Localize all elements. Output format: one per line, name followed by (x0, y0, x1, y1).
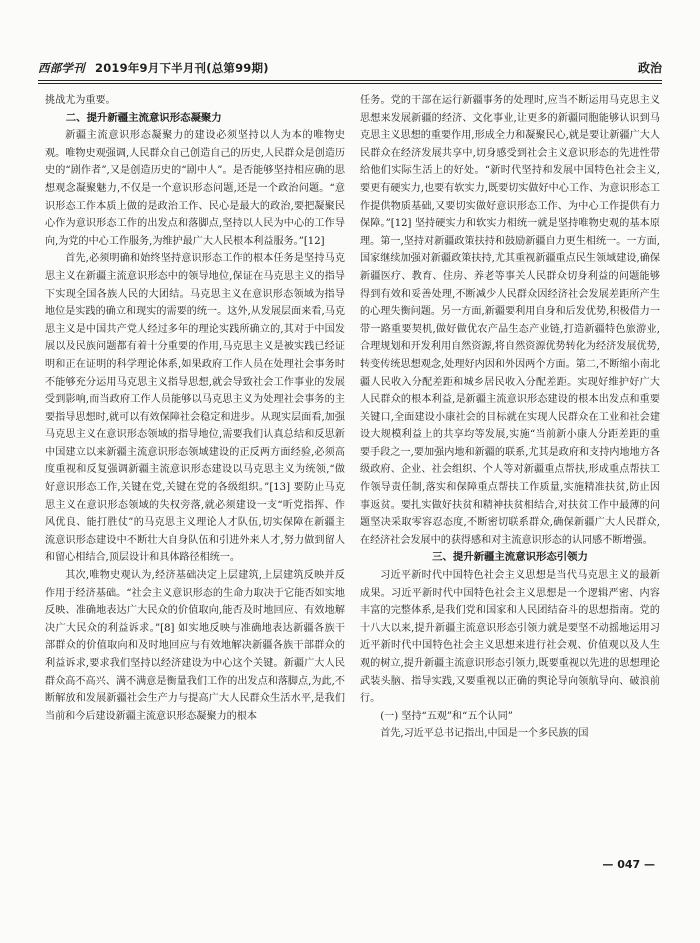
page-number: — 047 — (602, 858, 655, 871)
issue-info: 2019年9月下半月刊(总第99期) (95, 61, 269, 75)
journal-logo: 西部学刊 (38, 61, 85, 75)
header-rule (38, 80, 662, 81)
right-column (360, 92, 660, 892)
section-label: 政治 (637, 61, 662, 75)
left-column (45, 92, 345, 892)
paragraph: 新疆主流意识形态凝聚力的建设必须坚持以人为本的唯物史观。唯物史观强调,人民群众自己创造自己的历史,人民群众是创造历史的“剧作者”,又是创造历史的“剧中人”。是否能够坚持相应确的思想观念凝聚魅力,不仅是一个意识形态问题,还是一个政治问题。“意识形态工作本质上做的是政治工作、民心是最大的政治,要把凝聚民心作为意识形态工作的出发点和落脚点,坚持以人民为中心的工作导向,为党的中心工作服务,为维护最广大人民根本利益服务。”[12] (45, 130, 345, 247)
paragraph: 习近平新时代中国特色社会主义思想是当代马克思主义的最新成果。习近平新时代中国特色社会主义思想是一个逻辑严密、内容丰富的完整体系,是我们党和国家和人民团结奋斗的思想指南。党的十八大以来,提升新疆主流意识形态引领力就是要坚不动摇地运用习近平新时代中国特色社会主义思想来进行社会观、价值观以及人生观的树立,提升新疆主流意识形态引领力,既要重视以先进的思想理论武装头脑、指导实践,又要重视以正确的舆论导向领航导向、破浪前行。 (360, 570, 660, 705)
paragraph: 首先,习近平总书记指出,中国是一个多民族的国 (380, 728, 589, 740)
journal-masthead (38, 60, 269, 76)
paragraph: 挑战尤为重要。 (45, 95, 116, 106)
section-heading: 二、提升新疆主流意识形态凝聚力 (65, 111, 222, 124)
running-header (38, 58, 662, 76)
paragraph: 其次,唯物史观认为,经济基础决定上层建筑,上层建筑反映并反作用于经济基础。“社会主义意识形态的生命力取决于它能否如实地反映、准确地表达广大民众的价值取向,能否及时地回应、有效地解决广大民众的利益诉求。”[8] 如实地反映与准确地表达新疆各族干部群众的价值取向和及时地回应与有效地解决新疆各族干部群众的利益诉求,要求我们坚持以经济建设为中心这个关键。新疆广大人民群众高不高兴、满不满意是衡量我们工作的出发点和落脚点,为此,不断解放和发展新疆社会生产力与提高广大人民群众生活水平,是我们当前和今后建设新疆主流意识形态凝聚力的根本 (45, 570, 345, 722)
header-rule-thin (38, 83, 662, 84)
section-heading: 三、提升新疆主流意识形态引领力 (432, 551, 588, 564)
paragraph: 首先,必须明确和始终坚持意识形态工作的根本任务是坚持马克思主义在新疆主流意识形态中的领导地位,保证在马克思主义的指导下实现全国各族人民的大团结。马克思主义在意识形态领域为指导地位是实践的确立和现实的需要的统一。这外,从发展层面来看,马克思主义是中国共产党人经过多年的理论实践所确立的,其对于中国发展以及民族问题都有着十分重要的作用,马克思主义是被实践已经证明和正在证明的科学理论体系,如果政府工作人员在处理社会事务时不能够充分运用马克思主义指导思想,就会导致社会工作事业的发展受到影响,而当政府工作人员能够以马克思主义为处理社会事务的主要指导思想时,就可以有效保障社会稳定和进步。从现实层面看,加强马克思主义在意识形态领域的指导地位,需要我们认真总结和反思新中国建立以来新疆主流意识形态领域建设的正反两方面经验,必须高度重视和反复强调新疆主流意识形态建设以马克思主义为统领,“做好意识形态工作,关键在党,关键在党的各级组织。”[13] 要防止马克思主义在意识形态领域的失权旁落,就必须建设一支“听党指挥、作风优良、能打胜仗”的马克思主义理论人才队伍,切实保障在新疆主流意识形态建设中不断壮大自身队伍和引进外来人才,努力做到留人和留心相结合,顶层设计和具体路径相统一。 (45, 253, 345, 564)
paragraph: 任务。党的干部在运行新疆事务的处理时,应当不断运用马克思主义思想来发展新疆的经济、文化事业,让更多的新疆同胞能够认识到马克思主义思想的重要作用,形成全力和凝聚民心,就是要让新疆广大人民群众在经济发展共享中,切身感受到社会主义意识形态的先进性带给他们实际生活上的好处。“新时代坚持和发展中国特色社会主义,要更有硬实力,也要有软实力,既要切实做好中心工作、为意识形态工作提供物质基础,又要切实做好意识形态工作、为中心工作提供有力保障。”[12] 坚持硬实力和软实力相统一就是坚持唯物史观的基本原理。第一,坚持对新疆政策扶持和鼓励新疆自力更生相统一。一方面,国家继续加强对新疆政策扶持,尤其重视新疆重点民生领域建设,确保新疆医疗、教育、住房、养老等事关人民群众切身利益的问题能够得到有效和妥善处理,不断减少人民群众因经济社会发展差距所产生的心理失衡问题。另一方面,新疆要利用自身和后发优势,积极借力一带一路重要契机,做好做优农产品生态产业链,打造新疆特色旅游业,合理规划和开发利用自然资源,将自然资源优势转化为经济发展优势,转变传统思想观念,处理好内因和外因两个方面。第二,不断缩小南北疆人民收入分配差距和城乡居民收入分配差距。实现好维护好广大人民群众的根本利益,是新疆主流意识形态建设的根本出发点和重要关键口,全面建设小康社会的目标就在实现人民群众在工业和社会建设大规模利益上的共享均等发展,实施“当前新小康人分距差距的重要手段之一,要加强内地和新疆的联系,尤其是政府和支持内地地方各级政府、企业、社会组织、个人等对新疆重点帮扶,形成重点帮扶工作领导责任制,落实和保障重点帮扶工作质量,实施精准扶贫,防止因事返贫。要扎实做好扶贫和精神扶贫相结合,对扶贫工作中最薄的问题坚决采取零容忍态度,不断密切联系群众,确保新疆广大人民群众,在经济社会发展中的获得感和对主流意识形态的认同感不断增强。 (360, 95, 660, 546)
subsection-heading: (一) 坚持“五观”和“五个认同” (380, 710, 513, 722)
